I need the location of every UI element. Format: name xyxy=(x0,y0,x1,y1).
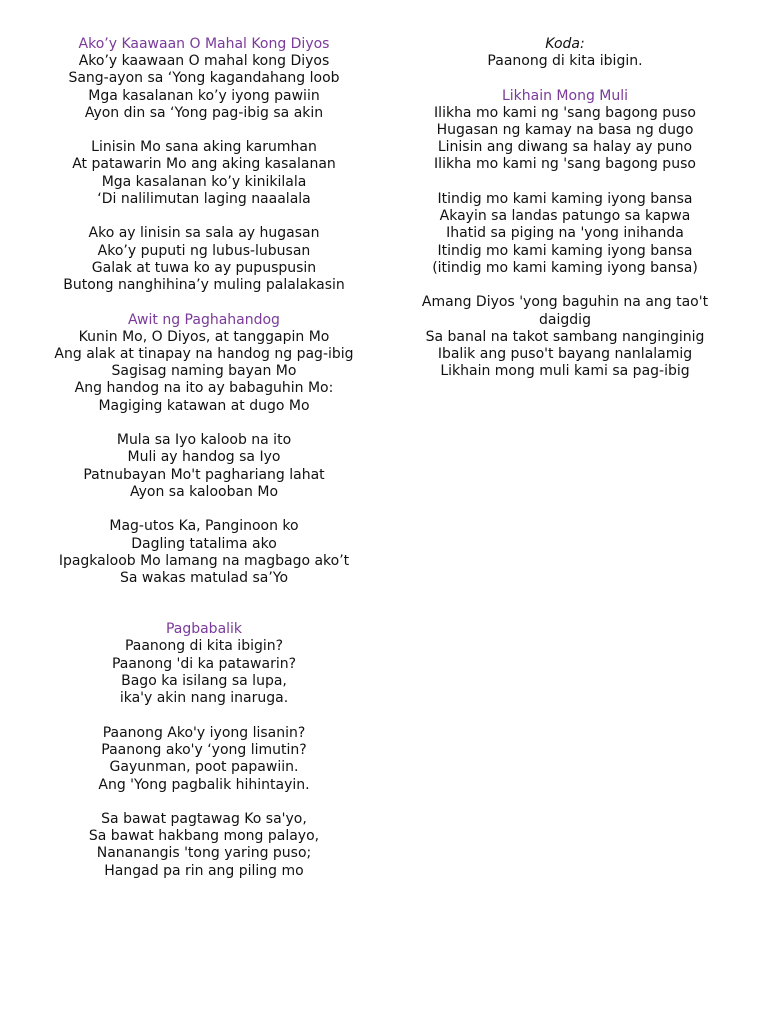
koda-label: Koda: xyxy=(545,36,585,52)
lyrics-stanza: Mula sa Iyo kaloob na ito Muli ay handog sa Iyo Patnubayan Mo't paghariang lahat Ayon sa kalooban Mo xyxy=(83,432,325,500)
song-title: Ako’y Kaawaan O Mahal Kong Diyos xyxy=(78,36,330,52)
koda-line: Paanong di kita ibigin. xyxy=(487,53,643,70)
left-column xyxy=(44,36,364,880)
lyrics-stanza: Itindig mo kami kaming iyong bansa Akayin sa landas patungo sa kapwa Ihatid sa piging na 'yong inihanda Itindig mo kami kaming iyong bansa (itindig mo kami kaming iyong bansa) xyxy=(432,190,698,276)
right-column xyxy=(405,36,725,381)
song-title: Pagbabalik xyxy=(165,621,243,638)
lyrics-stanza: Sa bawat pagtawag Ko sa'yo, Sa bawat hakbang mong palayo, Nananangis 'tong yaring puso; Hangad pa rin ang piling mo xyxy=(88,810,320,879)
lyrics-stanza: Paanong Ako'y iyong lisanin? Paanong ako'y ‘yong limutin? Gayunman, poot papawiin. Ang 'Yong pagbalik hihintayin. xyxy=(98,724,310,793)
lyrics-stanza: Linisin Mo sana aking karumhan At patawarin Mo ang aking kasalanan Mga kasalanan ko’y kinikilala ‘Di nalilimutan laging naaalala xyxy=(72,139,336,208)
song-title: Likhain Mong Muli xyxy=(501,87,629,104)
lyrics-stanza: Ako’y kaawaan O mahal kong Diyos Sang-ayon sa ‘Yong kagandahang loob Mga kasalanan ko’y iyong pawiin Ayon din sa ‘Yong pag-ibig sa akin xyxy=(68,53,340,121)
lyrics-stanza: Amang Diyos 'yong baguhin na ang tao't daigdig Sa banal na takot sambang nanginginig Ibalik ang puso't bayang nanlalamig Likhain mong muli kami sa pag-ibig xyxy=(421,294,709,380)
lyrics-stanza: Kunin Mo, O Diyos, at tanggapin Mo Ang alak at tinapay na handog ng pag-ibig Sagisag naming bayan Mo Ang handog na ito ay babaguhin Mo: Magiging katawan at dugo Mo xyxy=(54,328,354,414)
lyrics-stanza: Ilikha mo kami ng 'sang bagong puso Hugasan ng kamay na basa ng dugo Linisin ang diwang sa halay ay puno Ilikha mo kami ng 'sang bagong puso xyxy=(434,104,696,173)
lyrics-stanza: Mag-utos Ka, Panginoon ko Dagling tatalima ako Ipagkaloob Mo lamang na magbago ako’t Sa wakas matulad sa’Yo xyxy=(58,518,350,587)
song-title: Awit ng Paghahandog xyxy=(128,311,280,328)
lyrics-stanza: Ako ay linisin sa sala ay hugasan Ako’y puputi ng lubus-lubusan Galak at tuwa ko ay pupuspusin Butong nanghihina’y muling palalakasin xyxy=(63,225,345,294)
lyrics-stanza: Paanong di kita ibigin? Paanong 'di ka patawarin? Bago ka isilang sa lupa, ika'y akin nang inaruga. xyxy=(111,638,297,707)
